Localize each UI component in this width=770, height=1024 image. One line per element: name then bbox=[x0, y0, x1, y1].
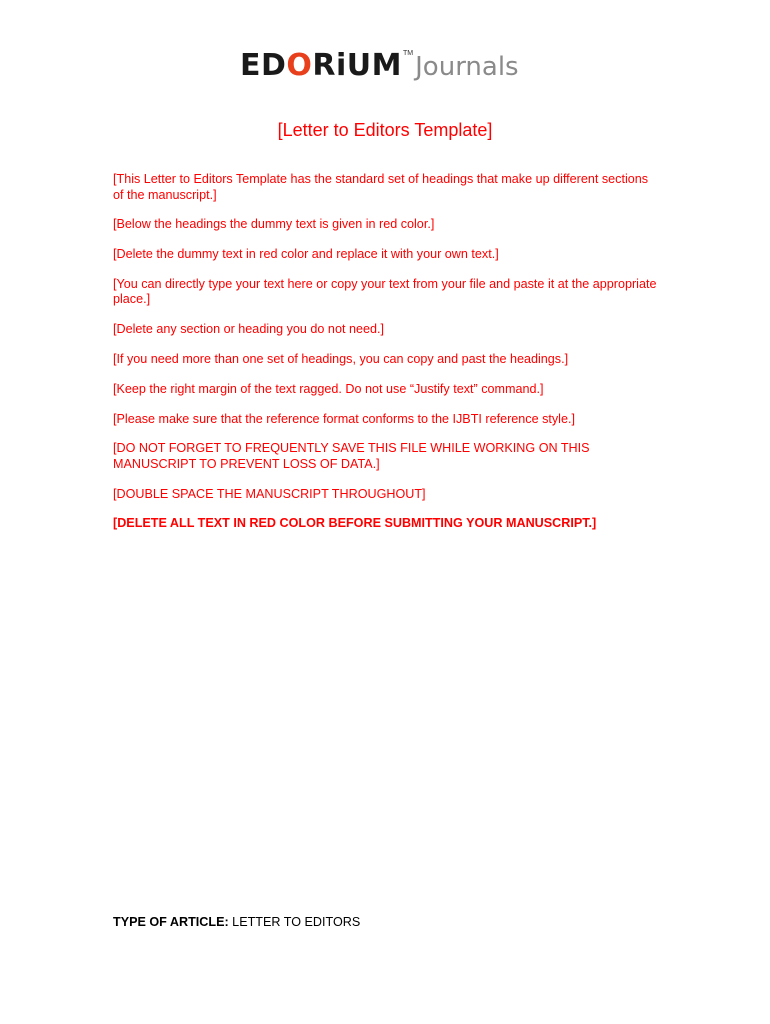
page-title: [Letter to Editors Template] bbox=[277, 120, 493, 140]
logo-trademark: TM bbox=[403, 50, 414, 57]
article-type-value: LETTER TO EDITORS bbox=[228, 915, 361, 929]
instructions-block bbox=[113, 172, 658, 546]
instruction-paragraph: [Please make sure that the reference format conforms to the IJBTI reference style.] bbox=[113, 411, 575, 426]
edorium-journals-logo bbox=[240, 48, 519, 88]
logo-brand-rest: RiUM bbox=[312, 48, 403, 83]
instruction-paragraph: [This Letter to Editors Template has the standard set of headings that make up different sections of the manuscript.] bbox=[113, 172, 649, 202]
logo-subtitle: Journals bbox=[415, 52, 519, 82]
logo-brand-ed: ED bbox=[240, 48, 287, 83]
article-type-label: TYPE OF ARTICLE: bbox=[113, 915, 229, 929]
instruction-paragraph-bold: [DELETE ALL TEXT IN RED COLOR BEFORE SUBMITTING YOUR MANUSCRIPT.] bbox=[113, 516, 597, 531]
instruction-paragraph: [Delete any section or heading you do not need.] bbox=[113, 322, 384, 337]
article-type-line bbox=[113, 915, 360, 929]
instruction-paragraph: [You can directly type your text here or copy your text from your file and paste it at the appropriate place.] bbox=[113, 276, 657, 307]
instruction-paragraph: [Below the headings the dummy text is given in red color.] bbox=[113, 217, 435, 232]
instruction-paragraph: [If you need more than one set of headings, you can copy and past the headings.] bbox=[113, 351, 569, 366]
instruction-paragraph: [DOUBLE SPACE THE MANUSCRIPT THROUGHOUT] bbox=[113, 486, 426, 501]
instruction-paragraph: [Keep the right margin of the text ragged. Do not use “Justify text” command.] bbox=[113, 381, 544, 396]
instruction-paragraph: [Delete the dummy text in red color and replace it with your own text.] bbox=[113, 247, 499, 262]
logo-brand bbox=[240, 48, 402, 83]
instruction-paragraph: [DO NOT FORGET TO FREQUENTLY SAVE THIS FILE WHILE WORKING ON THIS MANUSCRIPT TO PREVENT LOSS OF DATA.] bbox=[113, 441, 590, 471]
logo-brand-o: O bbox=[286, 48, 313, 83]
